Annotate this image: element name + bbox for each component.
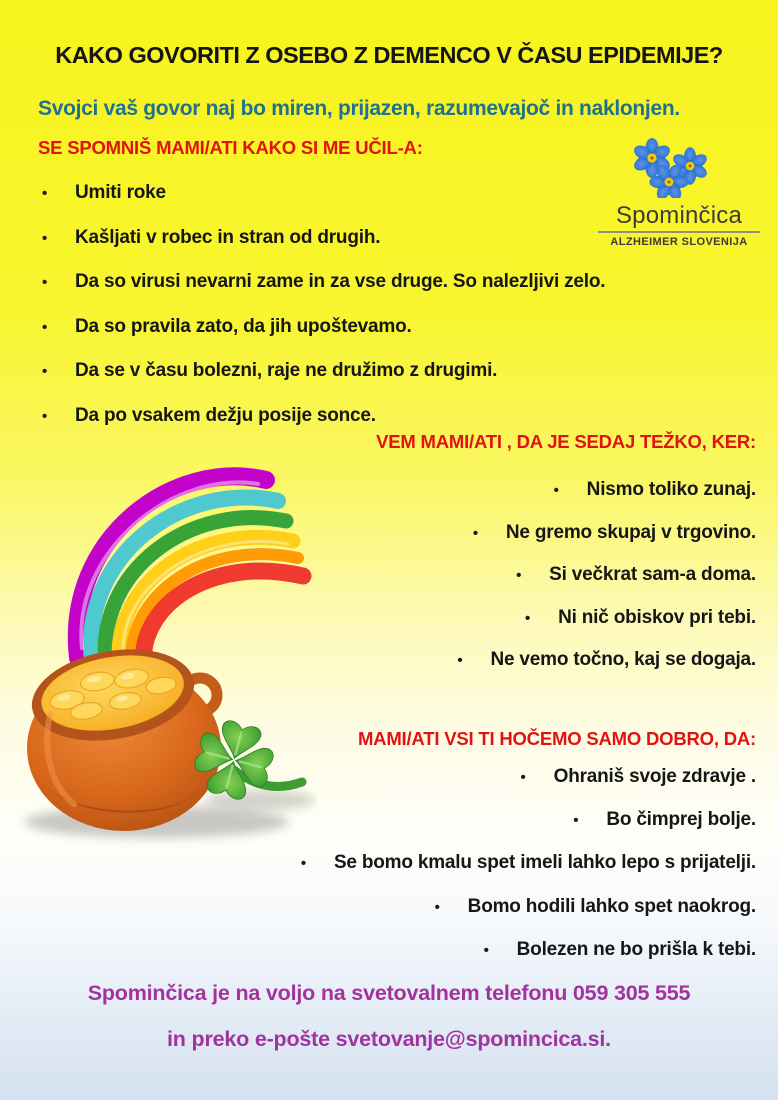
list-item-text: Ohraniš svoje zdravje .: [553, 766, 756, 787]
list-item-text: Bolezen ne bo prišla k tebi.: [516, 938, 756, 960]
bullet-icon: •: [573, 812, 579, 830]
list-item-text: Da so virusi nevarni zame in za vse druge. So nalezljivi zelo.: [75, 271, 606, 292]
list-item-text: Bomo hodili lahko spet naokrog.: [467, 895, 756, 917]
list-item-text: Da se v času bolezni, raje ne družimo z drugimi.: [75, 360, 498, 381]
list-item: [156, 766, 756, 809]
bullet-icon: •: [42, 407, 48, 425]
good-list: [156, 766, 756, 982]
bullet-icon: •: [300, 855, 306, 873]
list-item: [42, 182, 642, 227]
rainbow-icon: [77, 476, 303, 669]
list-item: [42, 227, 642, 272]
list-item: [156, 809, 756, 852]
subtitle: Svojci vaš govor naj bo miren, prijazen, razumevajoč in naklonjen.: [38, 97, 680, 120]
bullet-icon: •: [42, 229, 48, 247]
section-learned-heading: SE SPOMNIŠ MAMI/ATI KAKO SI ME UČIL-A:: [38, 137, 423, 158]
bullet-icon: •: [483, 941, 489, 959]
list-item-text: Se bomo kmalu spet imeli lahko lepo s prijatelji.: [333, 852, 756, 874]
list-item-text: Ne vemo točno, kaj se dogaja.: [490, 649, 756, 671]
list-item-text: Da po vsakem dežju posije sonce.: [75, 404, 376, 426]
list-item-text: Da so pravila zato, da jih upoštevamo.: [75, 315, 412, 337]
bullet-icon: •: [42, 363, 48, 380]
list-item: [156, 939, 756, 982]
section-hard-heading: VEM MAMI/ATI , DA JE SEDAJ TEŽKO, KER:: [376, 431, 756, 452]
bullet-icon: •: [472, 524, 478, 542]
list-item-text: Bo čimprej bolje.: [606, 809, 756, 831]
list-item-text: Ni nič obiskov pri tebi.: [558, 606, 756, 628]
learned-list: [42, 182, 642, 449]
bullet-icon: •: [42, 318, 48, 336]
list-item: [42, 271, 642, 316]
bullet-icon: •: [42, 185, 48, 202]
list-item-text: Nismo toliko zunaj.: [586, 479, 756, 500]
list-item-text: Kašljati v robec in stran od drugih.: [75, 226, 381, 248]
bullet-icon: •: [457, 652, 463, 670]
logo-name: Spominčica: [615, 202, 743, 229]
footer-email: in preko e-pošte svetovanje@spomincica.si.: [167, 1027, 611, 1051]
section-good-heading: MAMI/ATI VSI TI HOČEMO SAMO DOBRO, DA:: [357, 728, 756, 749]
bullet-icon: •: [553, 482, 559, 499]
list-item: [156, 852, 756, 895]
bullet-icon: •: [525, 609, 531, 627]
list-item: [156, 896, 756, 939]
bullet-icon: •: [516, 567, 522, 585]
logo-subtitle: ALZHEIMER SLOVENIJA: [610, 236, 748, 249]
list-item: [42, 360, 642, 405]
bullet-icon: •: [520, 769, 526, 786]
bullet-icon: •: [434, 898, 440, 916]
footer-helpline: Spominčica je na voljo na svetovalnem telefonu 059 305 555: [87, 981, 691, 1005]
page-title: KAKO GOVORITI Z OSEBO Z DEMENCO V ČASU EPIDEMIJE?: [55, 42, 723, 68]
list-item-text: Ne gremo skupaj v trgovino.: [505, 521, 756, 543]
list-item-text: Si večkrat sam-a doma.: [549, 564, 756, 586]
list-item-text: Umiti roke: [75, 182, 166, 203]
bullet-icon: •: [42, 274, 48, 291]
list-item: [42, 316, 642, 361]
